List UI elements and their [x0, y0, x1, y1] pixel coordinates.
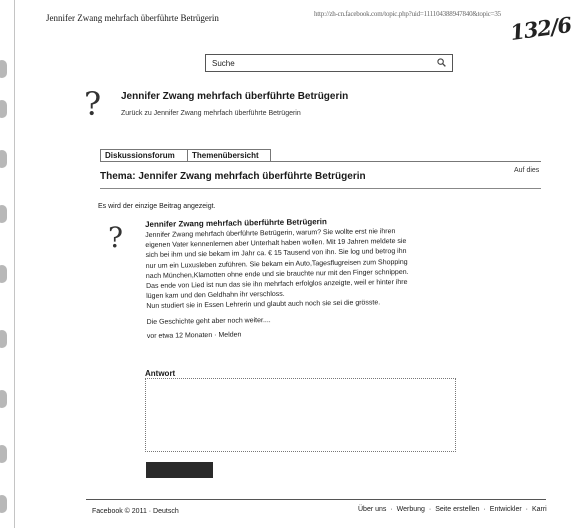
footer-separator: ·: [483, 506, 486, 513]
reply-label: Antwort: [145, 369, 176, 378]
post: [145, 215, 447, 339]
footer-link-developers[interactable]: Entwickler: [489, 506, 522, 513]
topic-action-link[interactable]: Auf dies: [514, 167, 540, 174]
search-icon[interactable]: [437, 58, 446, 67]
report-link[interactable]: Melden: [218, 331, 242, 339]
meta-separator: ·: [214, 331, 217, 339]
post-body-line: sich bei ihm und sie bekam im Jahr ca. € 15 Tausend von ihn. Sie log und betrog ihn: [145, 248, 407, 260]
search-input[interactable]: [206, 55, 432, 71]
binder-hole: [0, 265, 7, 283]
print-header-title: Jennifer Zwang mehrfach überführte Betrügerin: [46, 13, 219, 23]
binder-hole: [0, 60, 7, 78]
footer-link-advertising[interactable]: Werbung: [396, 506, 425, 513]
post-body-line: Jennifer Zwang mehrfach überführte Betrügerin, warum? Sie wollte erst nie ihren: [145, 228, 396, 239]
post-body: [145, 226, 446, 312]
single-post-note: Es wird der einzige Beitrag angezeigt.: [98, 203, 216, 210]
footer-separator: ·: [390, 506, 393, 513]
search-box: [205, 54, 453, 72]
post-body-line: eigenen Vater kennenlernen aber Unterhalt haben wollen. Mit 19 Jahren meldete sie: [145, 238, 407, 250]
post-body-line: Nun studiert sie in Essen Lehrerin und glaubt auch noch sie sei die grösste.: [146, 299, 381, 311]
binder-hole: [0, 100, 7, 118]
thread-divider: [100, 188, 541, 189]
footer-separator: ·: [525, 506, 528, 513]
tab-discussion-forum[interactable]: Diskussionsforum: [100, 149, 188, 162]
print-header-url: http://zh-cn.facebook.com/topic.php?uid=111104388947840&topic=35: [314, 10, 501, 18]
reply-textarea[interactable]: [145, 378, 456, 452]
binder-hole: [0, 445, 7, 463]
binder-hole: [0, 150, 7, 168]
author-avatar-question-icon: ?: [108, 221, 124, 254]
question-mark-icon: ?: [84, 85, 102, 123]
post-body-line: nur um ein Luxusleben zuführen. Sie bekam ein Auto,Tagesflugreisen zum Shopping: [145, 258, 408, 270]
post-body-line: lügen kam und den Geldhahn ihr verschloss.: [146, 291, 285, 301]
margin-line: [14, 0, 15, 528]
binder-holes: [0, 0, 10, 528]
post-meta: [147, 328, 447, 340]
page-title: Jennifer Zwang mehrfach überführte Betrügerin: [121, 91, 349, 102]
post-author[interactable]: Jennifer Zwang mehrfach überführte Betrügerin: [145, 217, 327, 229]
binder-hole: [0, 495, 7, 513]
footer-link-create-page[interactable]: Seite erstellen: [435, 506, 480, 513]
footer-divider: [86, 499, 546, 500]
post-body-line: Das ende von Lied ist nun das sie ihn mehrfach erfolglos anzeigte, weil er hinter ihre: [145, 278, 408, 291]
binder-hole: [0, 205, 7, 223]
tabs-divider: [100, 161, 541, 162]
footer-links: [358, 506, 547, 513]
thread-title: Thema: Jennifer Zwang mehrfach überführte Betrügerin: [100, 171, 366, 182]
footer-link-about[interactable]: Über uns: [358, 506, 387, 513]
tab-topic-overview[interactable]: Themenübersicht: [187, 149, 271, 162]
binder-hole: [0, 390, 7, 408]
post-body-line: nach München,Klamotten ohne ende und sie brauchte nur mit den Finger schnippen.: [145, 268, 409, 280]
post-continuation: Die Geschichte geht aber noch weiter....: [146, 316, 271, 326]
footer-separator: ·: [428, 506, 432, 513]
submit-reply-button[interactable]: [146, 462, 213, 478]
handwritten-note: 132/6: [508, 11, 573, 46]
back-link[interactable]: Zurück zu Jennifer Zwang mehrfach überführte Betrügerin: [121, 110, 301, 117]
post-timestamp[interactable]: vor etwa 12 Monaten: [146, 331, 213, 340]
footer-copyright: Facebook © 2011 · Deutsch: [92, 508, 179, 515]
binder-hole: [0, 330, 7, 348]
footer-link-careers[interactable]: Karri: [531, 506, 547, 513]
